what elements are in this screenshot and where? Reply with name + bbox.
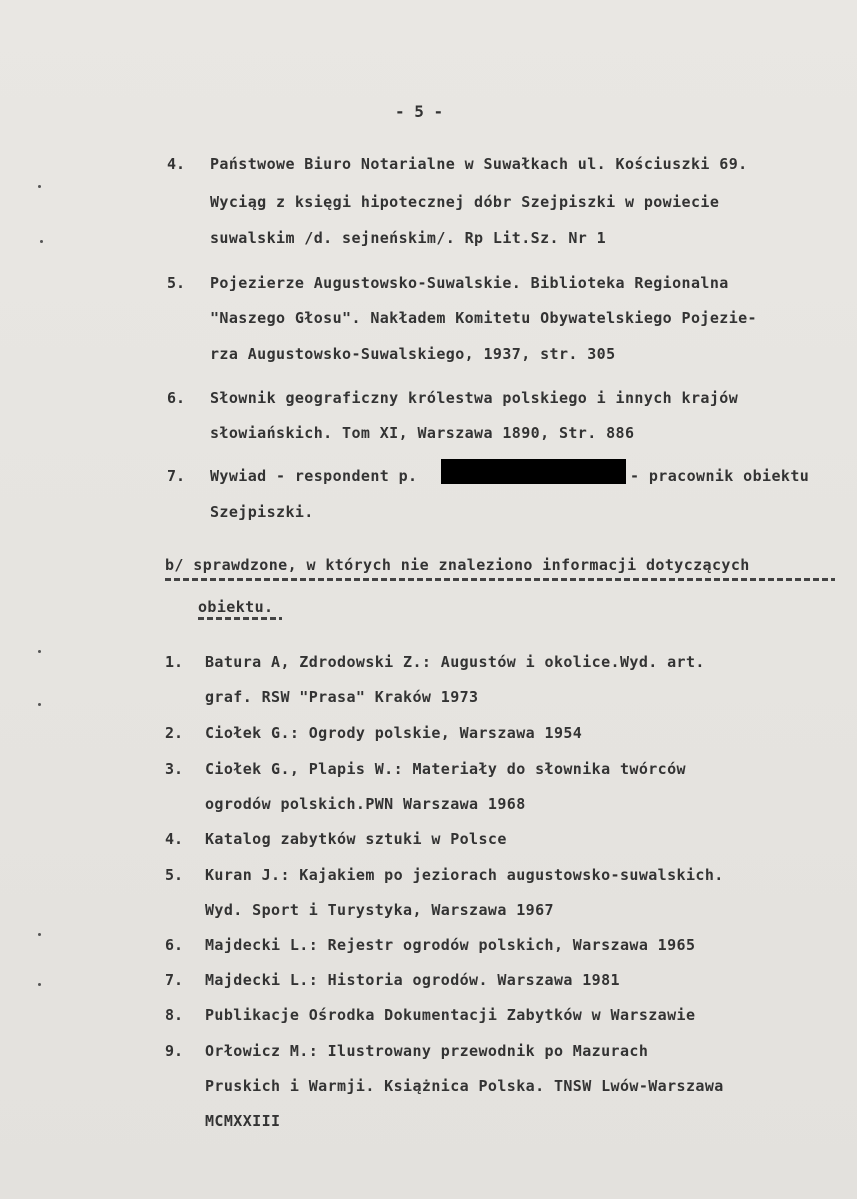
- entry-line: suwalskim /d. sejneńskim/. Rp Lit.Sz. Nr 1: [210, 229, 607, 247]
- entry-number: 8.: [165, 1006, 184, 1024]
- entry-line: Wyd. Sport i Turystyka, Warszawa 1967: [205, 901, 554, 919]
- page-number: - 5 -: [395, 102, 444, 121]
- entry-number: 7.: [165, 971, 184, 989]
- redaction-bar: [441, 459, 626, 484]
- entry-number: 6.: [165, 936, 184, 954]
- entry-number: 6.: [167, 389, 186, 407]
- entry-number: 5.: [167, 274, 186, 292]
- entry-line: MCMXXIII: [205, 1112, 281, 1130]
- heading-underline: [198, 617, 282, 620]
- entry-number: 7.: [167, 467, 186, 485]
- entry-line: Wyciąg z księgi hipotecznej dóbr Szejpiszki w powiecie: [210, 193, 720, 211]
- entry-line: Kuran J.: Kajakiem po jeziorach augustowsko-suwalskich.: [205, 866, 724, 884]
- entry-line: graf. RSW "Prasa" Kraków 1973: [205, 688, 479, 706]
- entry-line: - pracownik obiektu: [630, 467, 810, 485]
- entry-line: Pruskich i Warmji. Książnica Polska. TNSW Lwów-Warszawa: [205, 1077, 724, 1095]
- entry-line: Ciołek G.: Ogrody polskie, Warszawa 1954: [205, 724, 583, 742]
- entry-number: 1.: [165, 653, 184, 671]
- scan-speck: [38, 650, 41, 653]
- entry-line: Szejpiszki.: [210, 503, 314, 521]
- entry-line: rza Augustowsko-Suwalskiego, 1937, str. 305: [210, 345, 616, 363]
- scan-speck: [40, 240, 43, 243]
- scan-speck: [38, 703, 41, 706]
- scan-speck: [38, 933, 41, 936]
- entry-line: Słownik geograficzny królestwa polskiego i innych krajów: [210, 389, 739, 407]
- entry-line: Katalog zabytków sztuki w Polsce: [205, 830, 507, 848]
- section-heading: b/ sprawdzone, w których nie znaleziono informacji dotyczących: [165, 556, 750, 574]
- entry-line: Państwowe Biuro Notarialne w Suwałkach ul. Kościuszki 69.: [210, 155, 748, 173]
- entry-number: 4.: [167, 155, 186, 173]
- entry-line: Majdecki L.: Historia ogrodów. Warszawa 1981: [205, 971, 620, 989]
- scan-speck: [38, 185, 41, 188]
- entry-number: 5.: [165, 866, 184, 884]
- entry-line: Ciołek G., Plapis W.: Materiały do słownika twórców: [205, 760, 686, 778]
- entry-line: "Naszego Głosu". Nakładem Komitetu Obywatelskiego Pojezie-: [210, 309, 757, 327]
- entry-line: Majdecki L.: Rejestr ogrodów polskich, Warszawa 1965: [205, 936, 696, 954]
- heading-underline: [165, 578, 835, 581]
- entry-number: 2.: [165, 724, 184, 742]
- entry-line: słowiańskich. Tom XI, Warszawa 1890, Str. 886: [210, 424, 635, 442]
- entry-number: 4.: [165, 830, 184, 848]
- entry-line: Orłowicz M.: Ilustrowany przewodnik po Mazurach: [205, 1042, 649, 1060]
- entry-line: Wywiad - respondent p.: [210, 467, 418, 485]
- entry-number: 3.: [165, 760, 184, 778]
- entry-line: Publikacje Ośrodka Dokumentacji Zabytków w Warszawie: [205, 1006, 696, 1024]
- entry-number: 9.: [165, 1042, 184, 1060]
- entry-line: ogrodów polskich.PWN Warszawa 1968: [205, 795, 526, 813]
- scan-speck: [38, 983, 41, 986]
- entry-line: Pojezierze Augustowsko-Suwalskie. Biblioteka Regionalna: [210, 274, 729, 292]
- section-heading-continued: obiektu.: [198, 598, 274, 616]
- entry-line: Batura A, Zdrodowski Z.: Augustów i okolice.Wyd. art.: [205, 653, 705, 671]
